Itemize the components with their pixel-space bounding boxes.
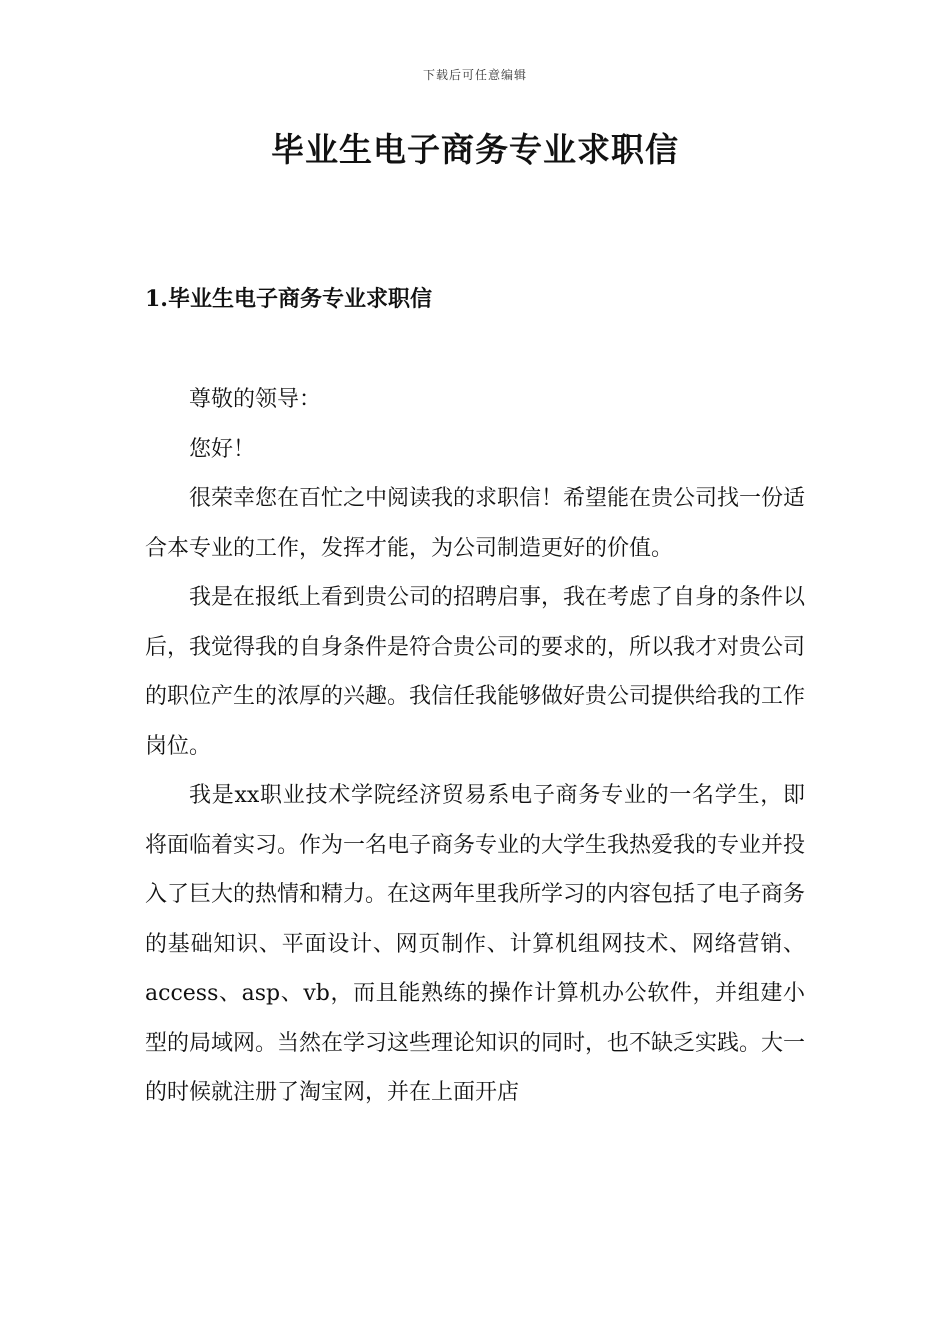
section-heading: 1.毕业生电子商务专业求职信	[145, 286, 432, 312]
letter-body	[145, 375, 805, 1118]
salutation: 尊敬的领导：	[189, 387, 322, 412]
page-header-note: 下载后可任意编辑	[422, 68, 527, 82]
body-paragraph: 很荣幸您在百忙之中阅读我的求职信！希望能在贵公司找一份适合本专业的工作，发挥才能，为公司制造更好的价值。	[145, 486, 806, 561]
greeting: 您好！	[189, 436, 256, 462]
body-paragraph: 我是xx职业技术学院经济贸易系电子商务专业的一名学生，即将面临着实习。作为一名电子商务专业的大学生我热爱我的专业并投入了巨大的热情和精力。在这两年里我所学习的内容包括了电子商务的基础知识、平面设计、网页制作、计算机组网技术、网络营销、access、asp、vb，而且能熟练的操作计算机办公软件，并组建小型的局域网。当然在学习这些理论知识的同时，也不缺乏实践。大一的时候就注册了淘宝网，并在上面开店	[145, 783, 806, 1105]
document-title: 毕业生电子商务专业求职信	[271, 130, 679, 169]
body-paragraph: 我是在报纸上看到贵公司的招聘启事，我在考虑了自身的条件以后，我觉得我的自身条件是符合贵公司的要求的，所以我才对贵公司的职位产生的浓厚的兴趣。我信任我能够做好贵公司提供给我的工作岗位。	[145, 585, 806, 759]
